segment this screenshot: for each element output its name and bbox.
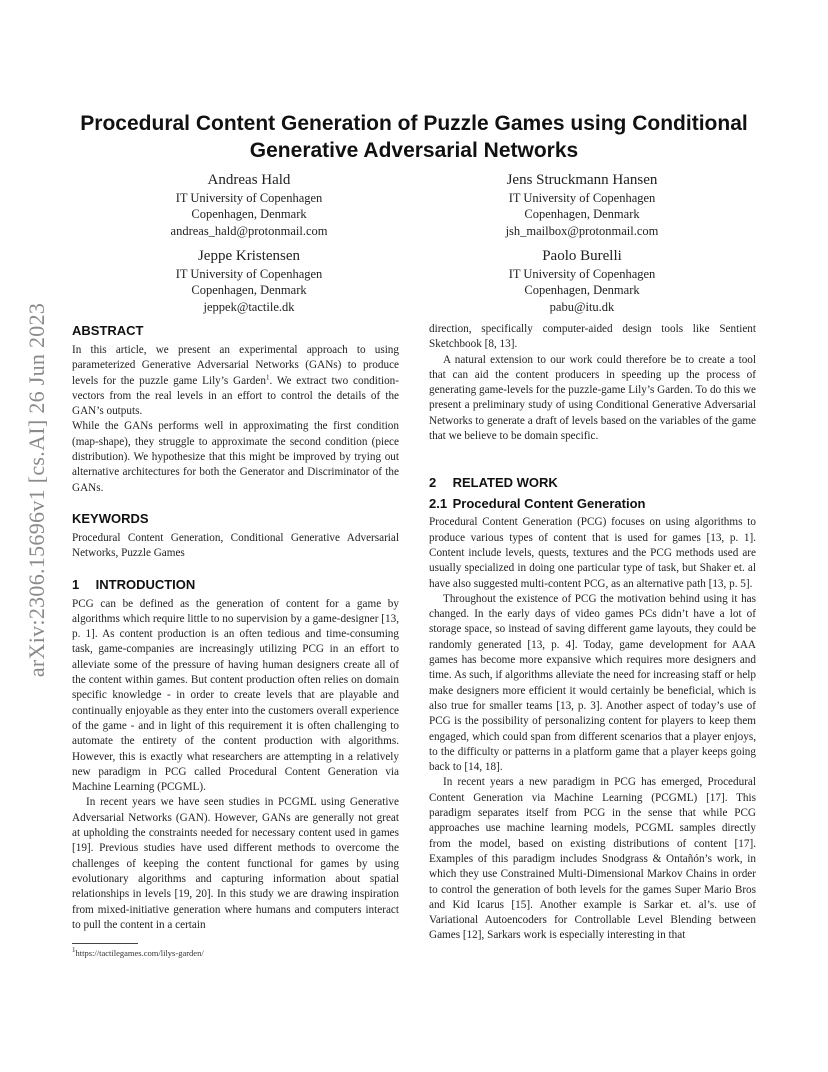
author-affiliation: IT University of Copenhagen xyxy=(175,191,323,205)
author-name: Jeppe Kristensen xyxy=(197,248,301,264)
subsection-title: Procedural Content Generation xyxy=(452,496,646,512)
author-email: jsh_mailbox@protonmail.com xyxy=(505,223,659,238)
left-column xyxy=(72,322,399,933)
related-work-paragraph-1: Procedural Content Generation (PCG) focuses on using algorithms to produce various types of content that is used for games [13, p. 1]. Content include levels, quests, textures and the PCG methods used are usually specialized in doing one particular type of task, but Shaker et. al have also suggested multi-content PCG, as an alternative path [13, p. 5]. xyxy=(429,516,756,590)
author-affiliation: IT University of Copenhagen xyxy=(508,267,656,281)
keywords-text: Procedural Content Generation, Conditional Generative Adversarial Networks, Puzzle Games xyxy=(72,531,399,560)
introduction-paragraph-3: direction, specifically computer-aided design tools like Sentient Sketchbook [8, 13]. xyxy=(429,323,756,351)
abstract-heading: ABSTRACT xyxy=(72,323,144,338)
footnote-divider xyxy=(72,943,138,944)
arxiv-identifier xyxy=(20,300,54,680)
introduction-paragraph-2: In recent years we have seen studies in PCGML using Generative Adversarial Networks (GAN). However, GANs are generally not great at upholding the constraints needed for necessary content used in games [19]. Previous studies have used different methods to overcome the challenges of keeping the content functional for games by using evolutionary algorithms and capturing information about spatial relationships in levels [19, 20]. In this study we are drawing inspiration from mixed-initiative generation where humans and computers interact to pull the content in a certain xyxy=(72,796,399,931)
abstract-paragraph-2: While the GANs performs well in approximating the first condition (map-shape), they struggle to approximate the second condition (piece distribution). We hypothesize that this might be improved by trying out alternative architectures for both the Generator and Discriminator of the GANs. xyxy=(72,420,399,494)
author-location: Copenhagen, Denmark xyxy=(191,207,307,222)
arxiv-identifier-text: arXiv:2306.15696v1 [cs.AI] 26 Jun 2023 xyxy=(24,302,50,678)
section-number: 2 xyxy=(429,475,437,491)
author-location: Copenhagen, Denmark xyxy=(191,283,307,298)
author-location: Copenhagen, Denmark xyxy=(524,283,640,298)
author-affiliation: IT University of Copenhagen xyxy=(175,267,323,281)
author-name: Andreas Hald xyxy=(207,172,291,188)
author-name: Paolo Burelli xyxy=(542,248,622,264)
introduction-paragraph-1: PCG can be defined as the generation of content for a game by algorithms which require little to no supervision by a game-designer [13, p. 1]. As content production is an often tedious and time-consuming task, game-companies are increasingly utilizing PCG in an effort to alleviate some of the pressure of having human designers create all of the content within games. But content production often relies on domain specific knowledge - in order to create levels that are playable and continually enjoyable as they enter into the customers overall experience of the game - and in light of this requirement it is often challenging to automate the entirety of the content production with algorithms. However, this is exactly what researchers are attempting in a relatively new paradigm in PCG called Procedural Content Generation via Machine Learning (PCGML). xyxy=(72,597,399,794)
subsection-number: 2.1 xyxy=(429,496,448,512)
related-work-heading xyxy=(429,474,756,492)
author-block-1 xyxy=(119,170,379,239)
keywords-heading: KEYWORDS xyxy=(72,510,149,526)
author-name: Jens Struckmann Hansen xyxy=(506,172,658,188)
right-column xyxy=(429,322,756,944)
section-number: 1 xyxy=(72,576,80,592)
pcg-subsection-heading xyxy=(429,495,756,513)
section-title: INTRODUCTION xyxy=(95,576,196,592)
related-work-paragraph-2: Throughout the existence of PCG the motivation behind using it has changed. In the early days of video games PCs didn’t have a lot of storage space, so instead of saving different game layouts, they could be randomly generated [13, p. 4]. Today, game development for AAA games has become more expansive which requires more designers and time. As such, if algorithms alleviate the need for increasing staff or help make designers more efficient it would certainly be beneficial, which is also true for smaller teams [13, p. 3]. Another aspect of today’s use of PCG is the possibility of personalizing content for players to keep them engaged, which could span from different scenarios that a player enjoys, to the difficulty or patterns in a platform game that a player keeps going back to [14, 18]. xyxy=(429,592,756,774)
introduction-paragraph-4: A natural extension to our work could therefore be to create a tool that can aid the content producers in speeding up the process of generating game-levels for the puzzle-game Lily’s Garden. To do this we present a preliminary study of using Conditional Generative Adversarial Networks to generate a draft of levels based on the variables of the game that we believe to be domain specific. xyxy=(429,353,756,443)
footnote xyxy=(72,948,204,959)
abstract-paragraph-1: In this article, we present an experimental approach to using parameterized Generative Adversarial Networks (GANs) to produce levels for the puzzle game Lily’s Garden$^1$. We extract two condition-vectors from the real levels in an effort to control the details of the GAN’s outputs. xyxy=(72,344,399,418)
introduction-heading xyxy=(72,576,399,594)
author-location: Copenhagen, Denmark xyxy=(524,207,640,222)
author-email: jeppek@tactile.dk xyxy=(203,299,295,314)
related-work-paragraph-3: In recent years a new paradigm in PCG has emerged, Procedural Content Generation via Machine Learning (PCGML) [17]. This paradigm separates itself from PCG in the sense that while PCG approaches use machine learning models, PCGML samples directly from the model, based on existing distributions of content [17]. Examples of this paradigm includes Snodgrass & Ontañón’s work, in which they use Constrained Multi-Dimensional Markov Chains in order to control the generation of both levels for the games Super Mario Bros and Kid Icarus [15]. Another example is Sarkar et. al’s. use of Variational Autoencoders for Controllable Level Blending between Games [12], Sarkars work is especially interesting in that xyxy=(429,776,756,942)
author-email: pabu@itu.dk xyxy=(549,299,615,314)
footnote-link: https://tactilegames.com/lilys-garden/ xyxy=(75,948,204,958)
author-email: andreas_hald@protonmail.com xyxy=(170,223,328,238)
author-block-2 xyxy=(452,170,712,239)
paper-title: Procedural Content Generation of Puzzle Games using Conditional Generative Adversarial Networks xyxy=(80,112,748,162)
footnote-mark: 1 xyxy=(72,946,76,955)
section-title: RELATED WORK xyxy=(452,475,558,491)
author-block-4 xyxy=(452,246,712,315)
footnote-marker: 1 xyxy=(265,372,270,381)
author-block-3 xyxy=(119,246,379,315)
author-affiliation: IT University of Copenhagen xyxy=(508,191,656,205)
